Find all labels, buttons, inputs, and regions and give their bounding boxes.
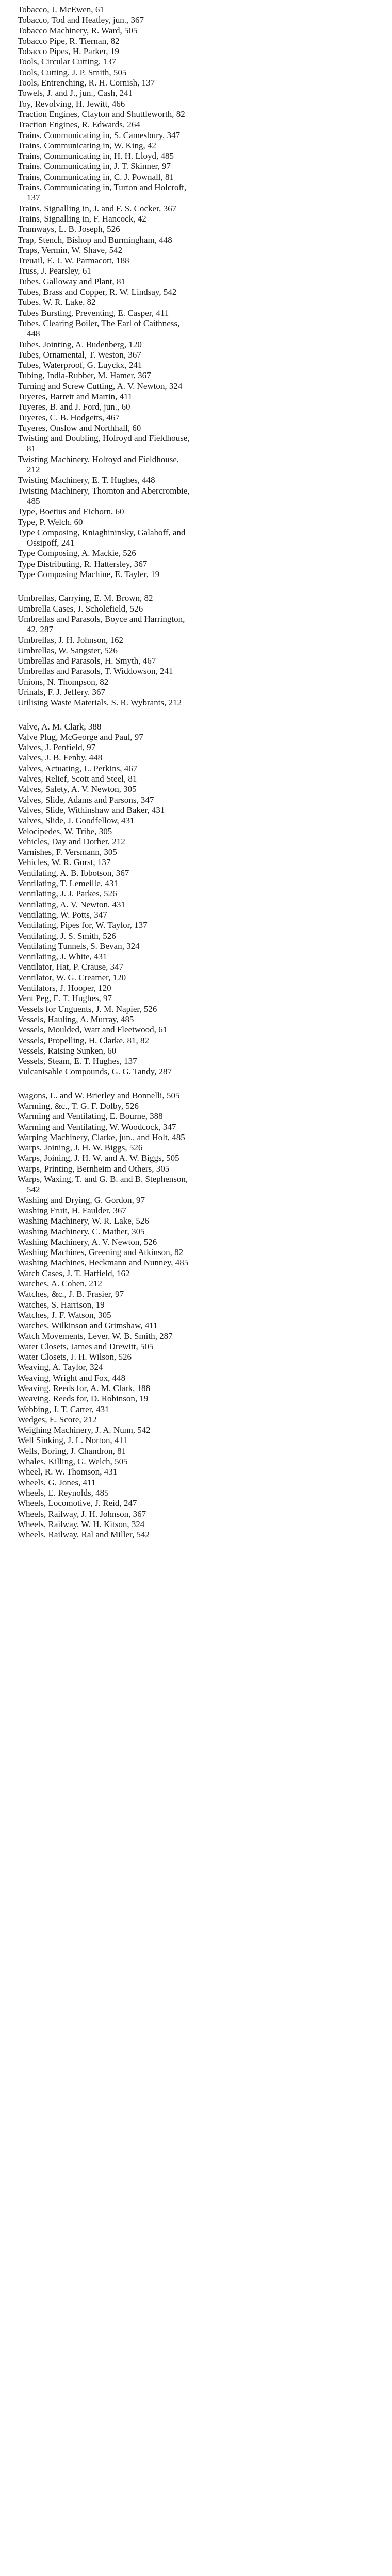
index-entry: Twisting Machinery, Holroyd and Fieldhouse, 212 (18, 454, 179, 475)
index-entry: Vessels for Unguents, J. M. Napier, 526 (18, 1004, 157, 1014)
index-entry: Wagons, L. and W. Brierley and Bonnelli, 505 (18, 1090, 180, 1100)
index-entry: Warming and Ventilating, W. Woodcock, 347 (18, 1122, 176, 1132)
index-entry: Wedges, E. Score, 212 (18, 1414, 97, 1425)
index-entry: Ventilating, J. S. Smith, 526 (18, 930, 116, 941)
index-entry: Trains, Communicating in, Turton and Holcroft, 137 (18, 182, 187, 203)
index-entry: Traction Engines, Clayton and Shuttleworth, 82 (18, 109, 185, 119)
index-entry: Valves, J. Penfield, 97 (18, 742, 96, 753)
index-entry: Turning and Screw Cutting, A. V. Newton, 324 (18, 381, 183, 391)
index-entry: Vehicles, Day and Dorber, 212 (18, 836, 125, 846)
index-entry: Weaving, Reeds for, D. Robinson, 19 (18, 1394, 149, 1404)
index-entry: Umbrellas, J. H. Johnson, 162 (18, 635, 123, 645)
index-entry: Valves, Slide, J. Goodfellow, 431 (18, 816, 135, 826)
index-entry: Tuyeres, Barrett and Martin, 411 (18, 391, 133, 401)
index-entry: Trap, Stench, Bishop and Burmingham, 448 (18, 234, 172, 245)
index-entry: Ventilating Tunnels, S. Bevan, 324 (18, 941, 140, 951)
index-entry: Washing Machinery, A. V. Newton, 526 (18, 1236, 157, 1247)
index-entry: Washing Machinery, C. Mather, 305 (18, 1226, 145, 1236)
index-entry: Ventilating, A. B. Ibbotson, 367 (18, 868, 129, 878)
index-entry: Watches, A. Cohen, 212 (18, 1279, 102, 1289)
index-entry: Tuyeres, C. B. Hodgetts, 467 (18, 412, 120, 422)
index-entry: Wheels, Railway, Ral and Miller, 542 (18, 1530, 150, 1540)
index-entry: Weaving, A. Taylor, 324 (18, 1362, 103, 1372)
index-entry: Trains, Communicating in, S. Camesbury, 347 (18, 130, 181, 140)
index-entry: Tubing, India-Rubber, M. Hamer, 367 (18, 370, 151, 381)
index-entry: Truss, J. Pearsley, 61 (18, 266, 91, 276)
index-entry: Varnishes, F. Versmann, 305 (18, 847, 117, 857)
index-entry: Warps, Printing, Bernheim and Others, 305 (18, 1163, 170, 1174)
index-entry: Type, P. Welch, 60 (18, 517, 83, 527)
index-entry: Umbrellas and Parasols, H. Smyth, 467 (18, 656, 156, 666)
index-entry: Tobacco, J. McEwen, 61 (18, 5, 104, 14)
index-entry: Washing Machines, Greening and Atkinson, 82 (18, 1247, 184, 1258)
index-entry: Warps, Joining, J. H. W. Biggs, 526 (18, 1143, 143, 1153)
index-entry: Valve, A. M. Clark, 388 (18, 721, 102, 732)
index-entry: Webbing, J. T. Carter, 431 (18, 1404, 109, 1414)
index-entry: Tobacco Machinery, R. Ward, 505 (18, 25, 138, 36)
index-entry: Tubes, Jointing, A. Budenberg, 120 (18, 339, 142, 349)
index-entry: Trains, Signalling in, J. and F. S. Cocker, 367 (18, 203, 177, 213)
index-entry: Traction Engines, R. Edwards, 264 (18, 120, 140, 130)
index-entry: Tubes, W. R. Lake, 82 (18, 297, 96, 308)
index-entry: Tubes Bursting, Preventing, E. Casper, 411 (18, 308, 169, 318)
index-entry: Washing and Drying, G. Gordon, 97 (18, 1195, 145, 1205)
index-entry: Watch Cases, J. T. Hatfield, 162 (18, 1268, 130, 1278)
index-entry: Warming and Ventilating, E. Bourne, 388 (18, 1111, 163, 1122)
index-entry: Toy, Revolving, H. Jewitt, 466 (18, 98, 125, 109)
index-entry: Tools, Circular Cutting, 137 (18, 57, 116, 67)
index-entry: Vent Peg, E. T. Hughes, 97 (18, 993, 112, 1004)
index-entry: Watches, S. Harrison, 19 (18, 1299, 105, 1310)
index-entry: Ventilating, T. Lemeille, 431 (18, 878, 118, 889)
index-entry: Water Closets, James and Drewitt, 505 (18, 1341, 154, 1351)
index-entry: Ventilator, W. G. Creamer, 120 (18, 972, 126, 982)
index-entry: Valves, J. B. Fenby, 448 (18, 753, 103, 763)
index-entry: Towels, J. and J., jun., Cash, 241 (18, 88, 133, 98)
index-entry: Ventilators, J. Hooper, 120 (18, 983, 111, 993)
index-entry: Type, Boetius and Eichorn, 60 (18, 506, 124, 517)
index-entry: Tramways, L. B. Joseph, 526 (18, 224, 120, 234)
index-entry: Wheels, G. Jones, 411 (18, 1477, 96, 1487)
index-entry: Trains, Communicating in, W. King, 42 (18, 140, 157, 150)
index-entry: Tools, Entrenching, R. H. Cornish, 137 (18, 78, 155, 88)
index-entry: Type Composing, A. Mackie, 526 (18, 548, 136, 558)
index-entry: Umbrellas and Parasols, T. Widdowson, 241 (18, 666, 173, 676)
index-entry: Tubes, Waterproof, G. Luyckx, 241 (18, 360, 142, 370)
index-entry: Washing Machinery, W. R. Lake, 526 (18, 1216, 149, 1226)
index-entry: Weighing Machinery, J. A. Nunn, 542 (18, 1425, 151, 1435)
index-entry: Valves, Actuating, L. Perkins, 467 (18, 763, 138, 773)
index-entry: Ventilating, J. J. Parkes, 526 (18, 889, 117, 899)
index-entry: Vessels, Steam, E. T. Hughes, 137 (18, 1056, 137, 1066)
index-entry: Urinals, F. J. Jeffery, 367 (18, 687, 106, 697)
index-entry: Wells, Boring, J. Chandron, 81 (18, 1446, 126, 1456)
index-entry: Trains, Communicating in, H. H. Lloyd, 485 (18, 151, 174, 161)
index-entry: Valves, Slide, Withinshaw and Baker, 431 (18, 805, 165, 815)
index-entry: Umbrella Cases, J. Scholefield, 526 (18, 603, 143, 614)
index-entry: Utilising Waste Materials, S. R. Wybrants, 212 (18, 698, 182, 708)
index-entry: Tobacco, Tod and Heatley, jun., 367 (18, 15, 144, 25)
index-entry: Umbrellas, Carrying, E. M. Brown, 82 (18, 593, 153, 603)
index-entry: Twisting Machinery, Thornton and Abercrombie, 485 (18, 485, 190, 506)
index-entry: Weaving, Reeds for, A. M. Clark, 188 (18, 1383, 151, 1393)
index-entry: Umbrellas and Parasols, Boyce and Harrington, 42, 287 (18, 614, 185, 635)
index-entry: Ventilator, Hat, P. Crause, 347 (18, 962, 124, 972)
index-entry: Twisting Machinery, E. T. Hughes, 448 (18, 475, 155, 485)
index-entry: Washing Machines, Heckmann and Nunney, 485 (18, 1258, 189, 1268)
index-entry: Trains, Communicating in, C. J. Pownall, 81 (18, 172, 174, 182)
index-entry: Well Sinking, J. L. Norton, 411 (18, 1435, 127, 1446)
index-entry: Wheels, Locomotive, J. Reid, 247 (18, 1498, 137, 1509)
index-entry: Weaving, Wright and Fox, 448 (18, 1372, 126, 1383)
index-entry: Water Closets, J. H. Wilson, 526 (18, 1352, 132, 1362)
index-entry: Wheel, R. W. Thomson, 431 (18, 1467, 118, 1477)
index-entry: Tobacco Pipes, H. Parker, 19 (18, 46, 119, 57)
index-entry: Tubes, Brass and Copper, R. W. Lindsay, 542 (18, 287, 177, 297)
index-entry: Traps, Vermin, W. Shave, 542 (18, 245, 123, 255)
index-entry: Vehicles, W. R. Gorst, 137 (18, 857, 111, 868)
index-entry: Valves, Slide, Adams and Parsons, 347 (18, 794, 154, 805)
index-entry: Type Distributing, R. Hattersley, 367 (18, 558, 148, 569)
index-entry: Tobacco Pipe, R. Tiernan, 82 (18, 36, 120, 46)
index-entry: Vulcanisable Compounds, G. G. Tandy, 287 (18, 1066, 172, 1077)
index-entry: Tuyeres, B. and J. Ford, jun., 60 (18, 402, 130, 412)
index-entry: Valve Plug, McGeorge and Paul, 97 (18, 732, 143, 742)
index-entry: Valves, Safety, A. V. Newton, 305 (18, 784, 137, 794)
index-entry: Wheels, E. Reynolds, 485 (18, 1487, 109, 1498)
index-entry: Warping Machinery, Clarke, jun., and Holt, 485 (18, 1132, 185, 1142)
index-entry: Trains, Communicating in, J. T. Skinner, 97 (18, 161, 171, 172)
index-entry: Trains, Signalling in, F. Hancock, 42 (18, 213, 146, 224)
index-entry: Valves, Relief, Scott and Steel, 81 (18, 774, 137, 784)
index-entry: Wheels, Railway, J. H. Johnson, 367 (18, 1509, 146, 1519)
index-entry: Vessels, Raising Sunken, 60 (18, 1045, 117, 1056)
index-entry: Unions, N. Thompson, 82 (18, 676, 109, 687)
index-entry: Tools, Cutting, J. P. Smith, 505 (18, 67, 127, 77)
index-entry: Ventilating, W. Potts, 347 (18, 909, 107, 920)
index-entry: Type Composing Machine, E. Tayler, 19 (18, 569, 160, 580)
index-entry: Vessels, Moulded, Watt and Fleetwood, 61 (18, 1025, 168, 1035)
index-entry: Umbrellas, W. Sangster, 526 (18, 645, 118, 655)
index-entry: Watches, &c., J. B. Frasier, 97 (18, 1289, 124, 1299)
index-entry: Wheels, Railway, W. H. Kitson, 324 (18, 1519, 145, 1529)
index-entry: Vessels, Propelling, H. Clarke, 81, 82 (18, 1035, 149, 1045)
index-entry: Type Composing, Kniaghininsky, Galahoff, and Ossipoff, 241 (18, 527, 186, 548)
index-entry: Ventilating, J. White, 431 (18, 952, 107, 962)
index-entry: Velocipedes, W. Tribe, 305 (18, 826, 112, 836)
index-entry: Whales, Killing, G. Welch, 505 (18, 1456, 128, 1467)
index-entry: Watches, J. F. Watson, 305 (18, 1310, 111, 1320)
index-entry: Washing Fruit, H. Faulder, 367 (18, 1205, 126, 1215)
index-entry: Tubes, Ornamental, T. Weston, 367 (18, 349, 141, 360)
index-entry: Watches, Wilkinson and Grimshaw, 411 (18, 1320, 158, 1331)
index-entry: Tubes, Clearing Boiler, The Earl of Caithness, 448 (18, 318, 180, 339)
index-entry: Watch Movements, Lever, W. B. Smith, 287 (18, 1331, 173, 1341)
index-entry: Tubes, Galloway and Plant, 81 (18, 276, 126, 286)
index-entry: Vessels, Hauling, A. Murray, 485 (18, 1014, 134, 1024)
index-column (18, 5, 190, 1540)
index-entry: Treuail, E. J. W. Parmacott, 188 (18, 256, 129, 266)
index-entry: Ventilating, Pipes for, W. Taylor, 137 (18, 920, 148, 930)
index-entry: Warming, &c., T. G. F. Dolby, 526 (18, 1100, 139, 1111)
index-entry: Ventilating, A. V. Newton, 431 (18, 899, 126, 909)
index-entry: Twisting and Doubling, Holroyd and Fieldhouse, 81 (18, 433, 190, 454)
index-entry: Tuyeres, Onslow and Northhall, 60 (18, 422, 141, 433)
index-entry: Warps, Waxing, T. and G. B. and B. Stephenson, 542 (18, 1174, 188, 1195)
index-entry: Warps, Joining, J. H. W. and A. W. Biggs, 505 (18, 1153, 179, 1163)
